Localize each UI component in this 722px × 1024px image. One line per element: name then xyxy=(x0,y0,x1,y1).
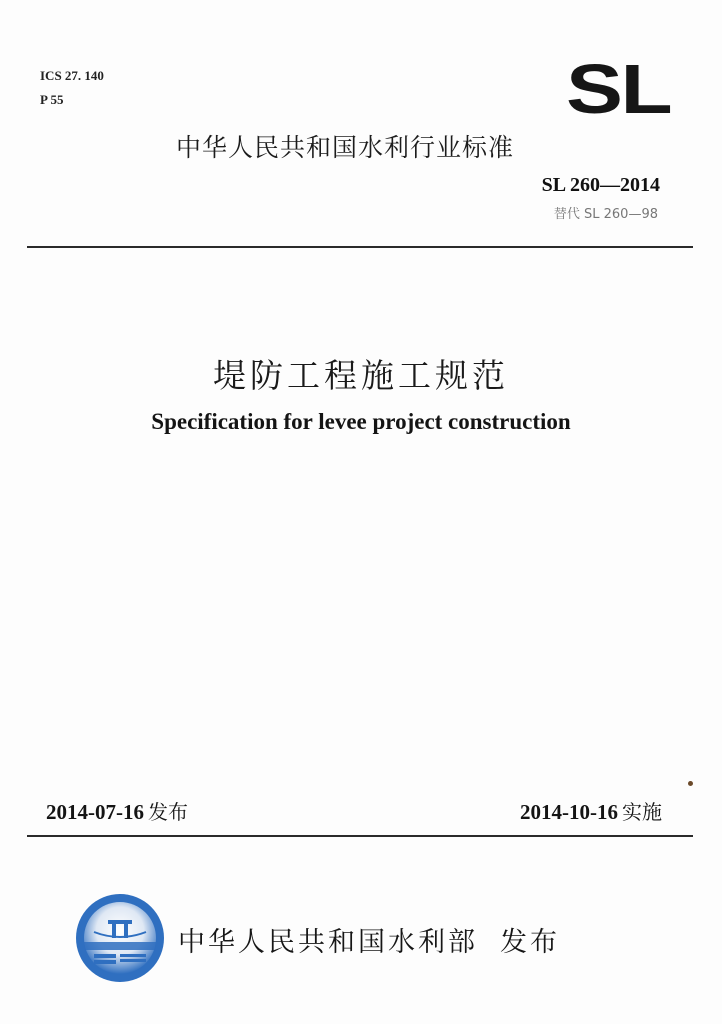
publisher xyxy=(178,920,560,959)
issue-date xyxy=(46,796,188,825)
bottom-divider xyxy=(27,835,693,837)
ministry-seal-icon xyxy=(74,892,166,984)
classification-codes xyxy=(40,64,104,112)
effective-date-value: 2014-10-16 xyxy=(520,800,618,824)
publish-label: 发布 xyxy=(500,927,560,958)
standard-number: SL 260—2014 xyxy=(541,174,660,196)
publisher-name: 中华人民共和国水利部 xyxy=(178,927,478,958)
speck-mark xyxy=(688,781,693,786)
ics-code: ICS 27. 140 xyxy=(40,68,104,83)
ccs-code: P 55 xyxy=(40,92,64,107)
effective-date-label: 实施 xyxy=(622,800,662,824)
replaces-note: 替代 SL 260—98 xyxy=(553,207,658,222)
issue-date-value: 2014-07-16 xyxy=(46,800,144,824)
industry-standard-heading: 中华人民共和国水利行业标准 xyxy=(176,133,515,162)
title-chinese: 堤防工程施工规范 xyxy=(213,356,509,395)
top-divider xyxy=(27,246,693,248)
effective-date xyxy=(520,796,662,825)
title-english: Specification for levee project construction xyxy=(151,409,571,434)
sl-logo: SL xyxy=(566,50,671,128)
issue-date-label: 发布 xyxy=(148,800,188,824)
